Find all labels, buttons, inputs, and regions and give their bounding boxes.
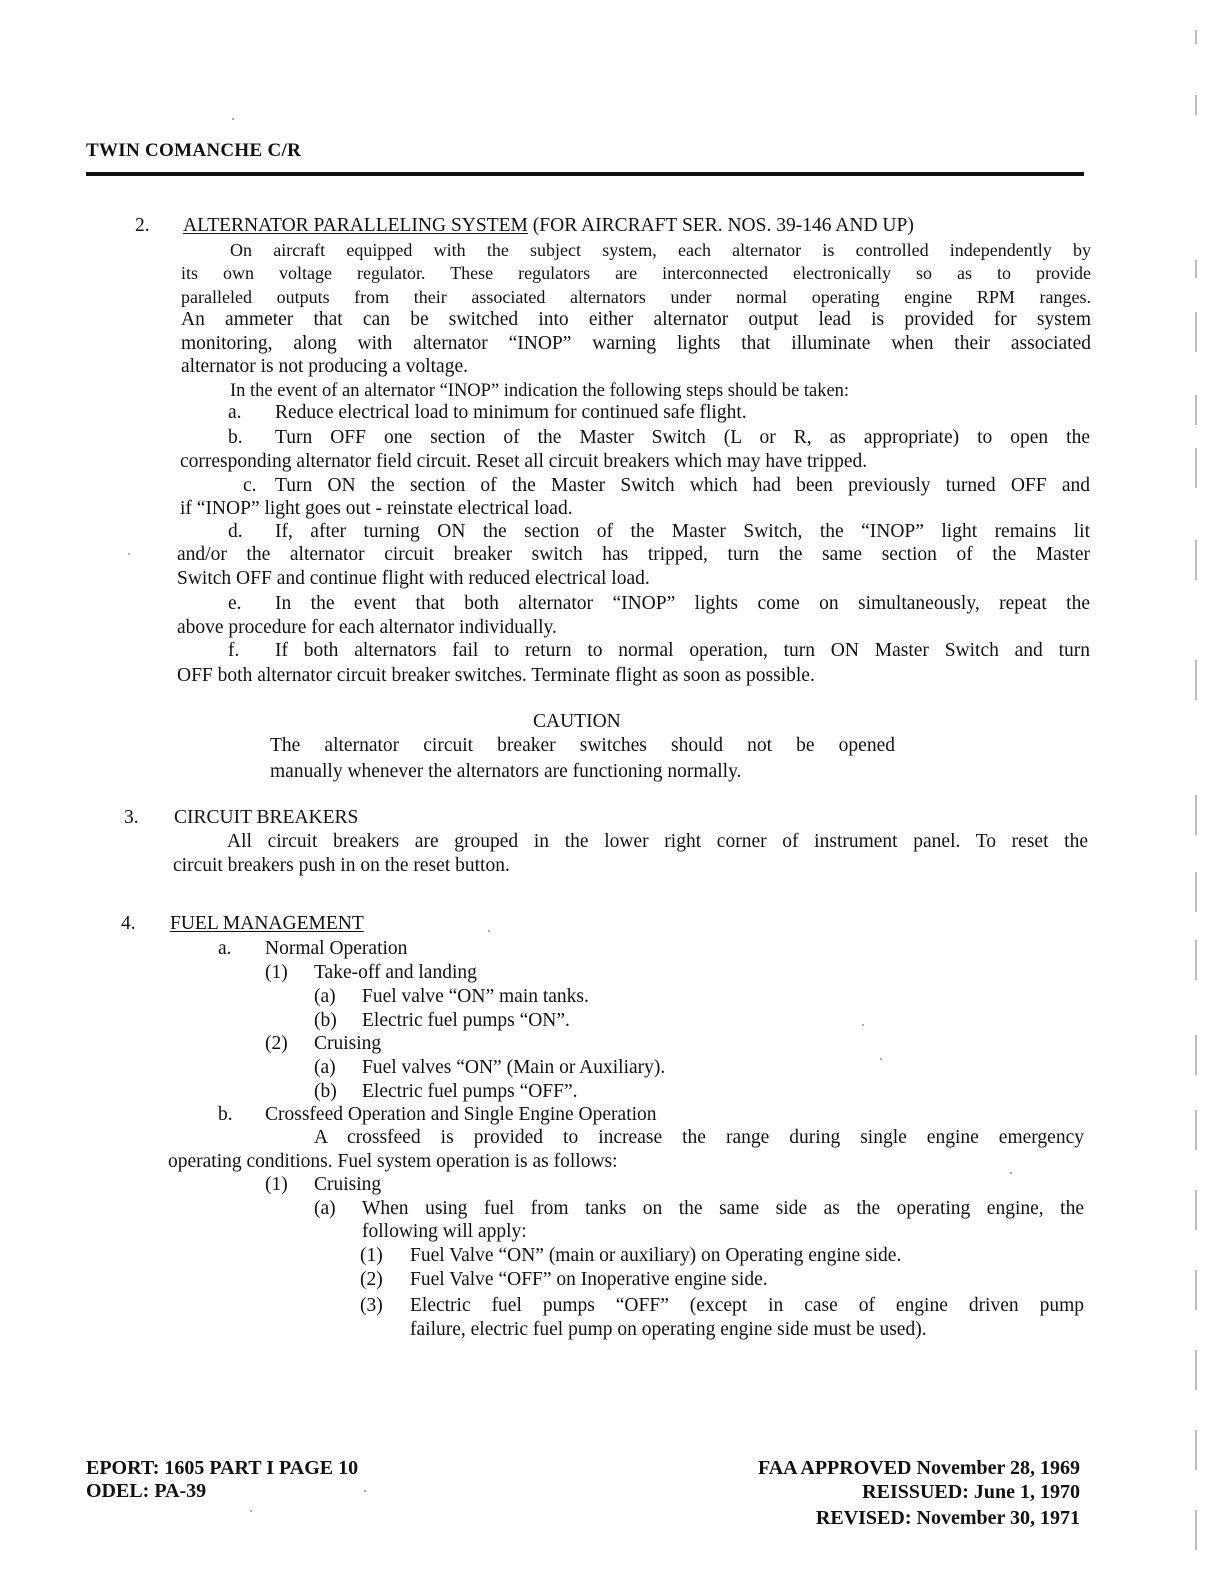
fuel-a2-title: Cruising xyxy=(314,1033,382,1054)
fuel-a2b-label: (b) xyxy=(314,1081,337,1102)
fuel-a-label: a. xyxy=(218,938,232,959)
fuel-b-line: operating conditions. Fuel system operation is as follows: xyxy=(168,1151,618,1172)
fuel-b-line: A crossfeed is provided to increase the range during single engine emergency xyxy=(314,1127,1084,1148)
fuel-a2a-label: (a) xyxy=(314,1057,336,1078)
section-2-heading-suffix: (FOR AIRCRAFT SER. NOS. 39-146 AND UP) xyxy=(532,215,914,236)
footer-reissued: REISSUED: June 1, 1970 xyxy=(862,1481,1080,1503)
fuel-a1a-label: (a) xyxy=(314,986,336,1007)
caution-title: CAUTION xyxy=(533,711,621,732)
step-c-text: if “INOP” light goes out - reinstate electrical load. xyxy=(180,498,573,519)
fuel-a2-label: (2) xyxy=(265,1033,288,1054)
step-d-text: Switch OFF and continue flight with reduced electrical load. xyxy=(177,568,650,589)
fuel-b1a-label: (a) xyxy=(314,1198,336,1219)
section-4-heading: FUEL MANAGEMENT xyxy=(170,913,364,934)
scan-speck xyxy=(880,1058,882,1060)
fuel-b-label: b. xyxy=(218,1104,233,1125)
fuel-b1-title: Cruising xyxy=(314,1174,382,1195)
step-c-label: c. xyxy=(243,475,257,496)
fuel-b1a1-text: Fuel Valve “ON” (main or auxiliary) on Operating engine side. xyxy=(410,1245,902,1266)
section-2-heading-line xyxy=(183,214,914,238)
step-e-text: above procedure for each alternator individually. xyxy=(177,617,557,638)
fuel-b1a-line: When using fuel from tanks on the same side as the operating engine, the xyxy=(362,1198,1084,1219)
section-2-intro: In the event of an alternator “INOP” indication the following steps should be taken: xyxy=(230,381,850,401)
scan-edge-mark xyxy=(1195,30,1197,44)
scan-edge-mark xyxy=(1195,1190,1197,1230)
step-d-label: d. xyxy=(228,521,243,542)
scan-speck xyxy=(488,930,490,932)
step-d-text: and/or the alternator circuit breaker switch has tripped, turn the same section of the Master xyxy=(177,544,1090,565)
fuel-a2b-text: Electric fuel pumps “OFF”. xyxy=(362,1081,578,1102)
scan-edge-mark xyxy=(1195,1110,1197,1150)
caution-line: The alternator circuit breaker switches should not be opened xyxy=(270,735,895,756)
page-header-title: TWIN COMANCHE C/R xyxy=(86,140,302,161)
scan-edge-mark xyxy=(1195,1510,1197,1550)
scan-edge-mark xyxy=(1195,1035,1197,1075)
scan-edge-mark xyxy=(1195,795,1197,835)
step-b-label: b. xyxy=(228,427,243,448)
scan-speck xyxy=(1010,1172,1012,1174)
section-2-para-line: On aircraft equipped with the subject system, each alternator is controlled independently by xyxy=(230,240,1091,260)
scan-edge-mark xyxy=(1195,660,1197,700)
scan-edge-mark xyxy=(1195,872,1197,912)
section-2-para-line: An ammeter that can be switched into either alternator output lead is provided for system xyxy=(181,309,1091,330)
step-b-text: corresponding alternator field circuit. Reset all circuit breakers which may have tripped. xyxy=(180,451,868,472)
step-f-text: OFF both alternator circuit breaker switches. Terminate flight as soon as possible. xyxy=(177,665,815,686)
fuel-b1-label: (1) xyxy=(265,1174,288,1195)
footer-faa-approved: FAA APPROVED November 28, 1969 xyxy=(757,1457,1080,1479)
scan-edge-mark xyxy=(1195,312,1197,352)
section-2-para-line: its own voltage regulator. These regulators are interconnected electronically so as to provide xyxy=(181,263,1091,283)
scan-speck xyxy=(862,1024,864,1026)
scan-edge-mark xyxy=(1195,260,1197,278)
step-f-text: If both alternators fail to return to normal operation, turn ON Master Switch and turn xyxy=(275,640,1090,661)
step-d-text: If, after turning ON the section of the Master Switch, the “INOP” light remains lit xyxy=(275,521,1090,542)
fuel-b1a1-label: (1) xyxy=(360,1245,383,1266)
section-2-heading: ALTERNATOR PARALLELING SYSTEM xyxy=(183,215,528,236)
caution-line: manually whenever the alternators are functioning normally. xyxy=(270,761,742,782)
fuel-b1a3-label: (3) xyxy=(360,1295,383,1316)
section-2-para-line: alternator is not producing a voltage. xyxy=(181,356,468,377)
fuel-b-title: Crossfeed Operation and Single Engine Operation xyxy=(265,1104,657,1125)
fuel-b1a3-line: Electric fuel pumps “OFF” (except in case of engine driven pump xyxy=(410,1295,1084,1316)
section-3-number: 3. xyxy=(124,807,139,828)
fuel-a1-title: Take-off and landing xyxy=(314,962,477,983)
section-3-line: All circuit breakers are grouped in the lower right corner of instrument panel. To reset the xyxy=(227,831,1088,852)
scan-speck xyxy=(250,1510,252,1512)
footer-model: ODEL: PA-39 xyxy=(86,1480,207,1502)
scan-edge-mark xyxy=(1195,1430,1197,1470)
step-f-label: f. xyxy=(228,640,240,661)
fuel-a2a-text: Fuel valves “ON” (Main or Auxiliary). xyxy=(362,1057,666,1078)
fuel-a1b-text: Electric fuel pumps “ON”. xyxy=(362,1010,570,1031)
scan-edge-mark xyxy=(1195,540,1197,580)
step-e-text: In the event that both alternator “INOP” lights come on simultaneously, repeat the xyxy=(275,593,1090,614)
step-a-label: a. xyxy=(228,402,242,423)
scan-edge-mark xyxy=(1195,940,1197,980)
step-c-text: Turn ON the section of the Master Switch which had been previously turned OFF and xyxy=(275,475,1090,496)
section-3-heading: CIRCUIT BREAKERS xyxy=(174,807,359,828)
header-rule xyxy=(86,172,1084,176)
fuel-a1a-text: Fuel valve “ON” main tanks. xyxy=(362,986,589,1007)
scan-edge-mark xyxy=(1195,448,1197,488)
footer-report: EPORT: 1605 PART I PAGE 10 xyxy=(86,1457,359,1479)
section-2-number: 2. xyxy=(135,215,150,236)
scan-speck xyxy=(128,553,130,555)
fuel-a1b-label: (b) xyxy=(314,1010,337,1031)
fuel-b1a-line: following will apply: xyxy=(362,1221,527,1242)
step-e-label: e. xyxy=(228,593,242,614)
step-b-text: Turn OFF one section of the Master Switch (L or R, as appropriate) to open the xyxy=(275,427,1090,448)
fuel-b1a2-text: Fuel Valve “OFF” on Inoperative engine side. xyxy=(410,1269,768,1290)
section-2-para-line: monitoring, along with alternator “INOP” warning lights that illuminate when their associated xyxy=(181,333,1091,354)
footer-revised: REVISED: November 30, 1971 xyxy=(815,1507,1080,1529)
fuel-b1a2-label: (2) xyxy=(360,1269,383,1290)
step-a-text: Reduce electrical load to minimum for continued safe flight. xyxy=(275,402,747,423)
section-3-line: circuit breakers push in on the reset button. xyxy=(173,855,510,876)
section-2-para-line: paralleled outputs from their associated alternators under normal operating engine RPM ranges. xyxy=(181,287,1091,307)
fuel-a1-label: (1) xyxy=(265,962,288,983)
scan-edge-mark xyxy=(1195,95,1197,115)
fuel-b1a3-line: failure, electric fuel pump on operating engine side must be used). xyxy=(410,1319,927,1340)
fuel-a-title: Normal Operation xyxy=(265,938,408,959)
scan-edge-mark xyxy=(1195,395,1197,425)
scan-edge-mark xyxy=(1195,1350,1197,1390)
section-4-number: 4. xyxy=(121,913,136,934)
scan-speck xyxy=(232,118,234,120)
scan-edge-mark xyxy=(1195,1270,1197,1310)
scan-speck xyxy=(364,1490,366,1492)
